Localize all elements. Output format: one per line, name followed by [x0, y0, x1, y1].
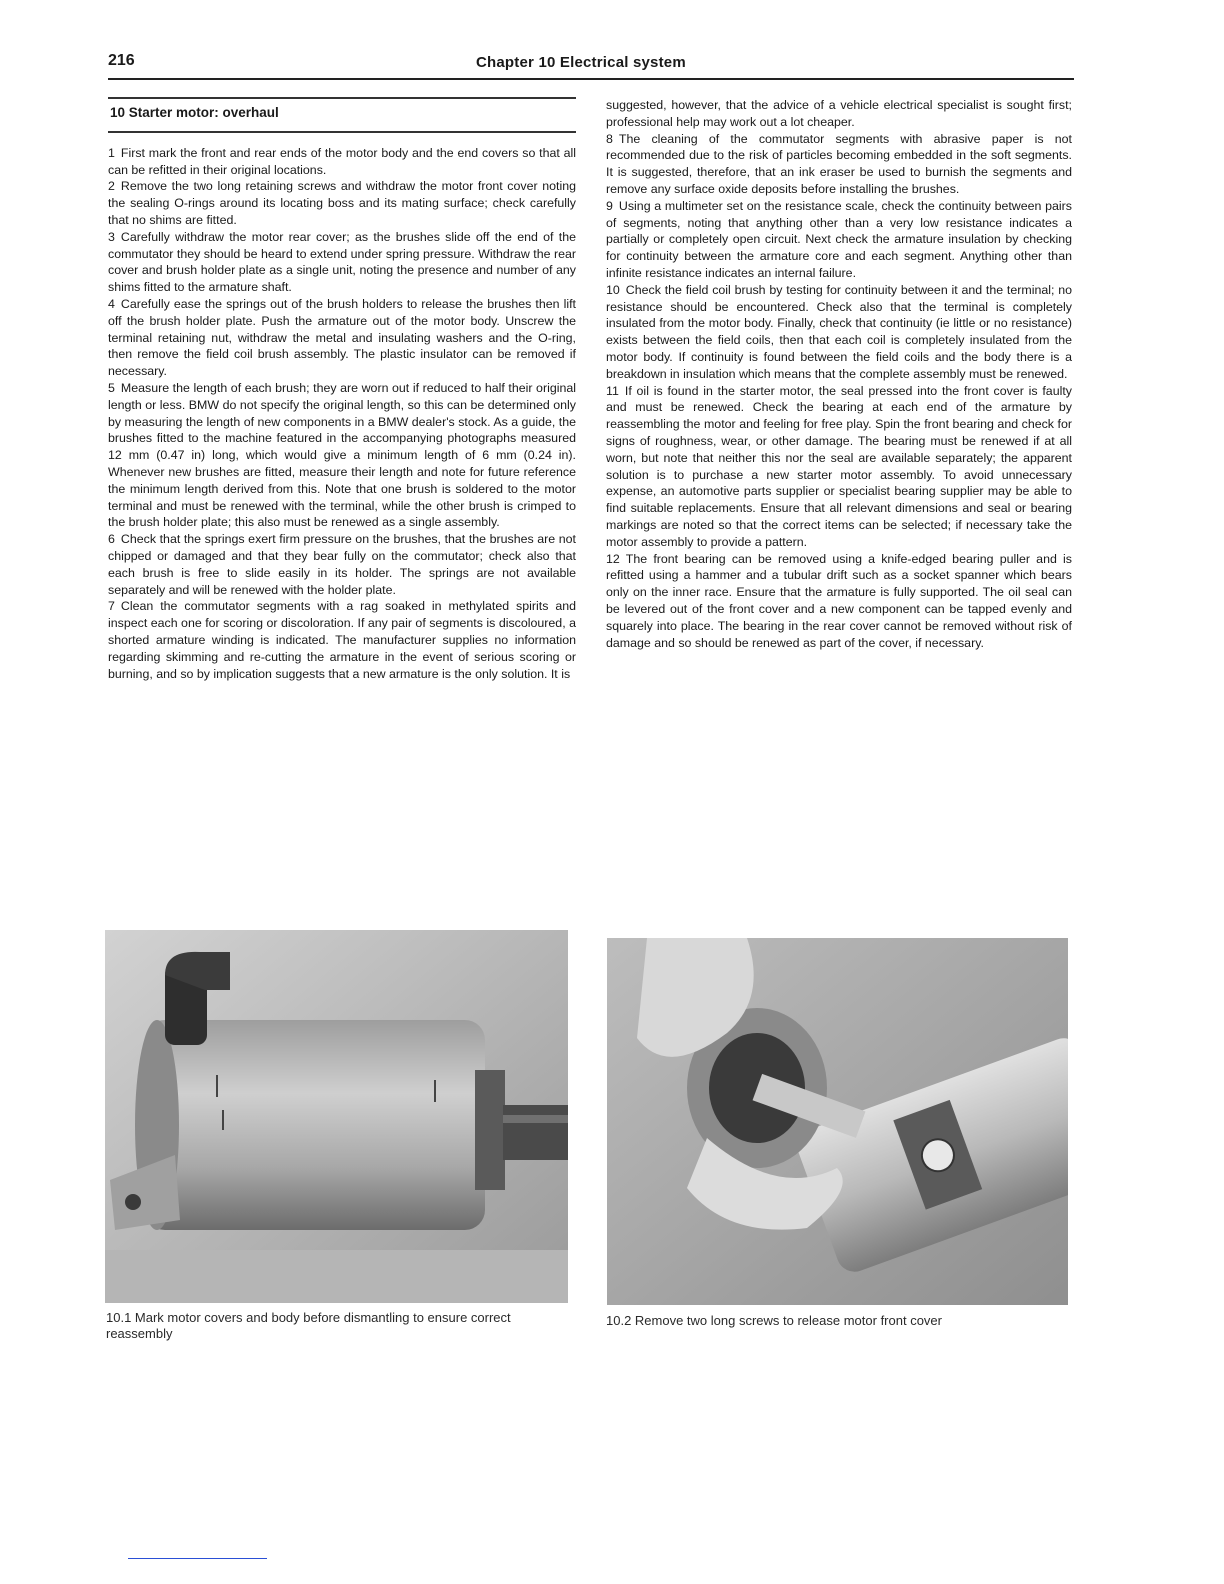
- paragraph-11: [606, 383, 1072, 551]
- figure-front-cover-photo: [607, 938, 1068, 1305]
- caption-figure-10-2: 10.2 Remove two long screws to release motor front cover: [606, 1313, 942, 1328]
- paragraph-number: 10: [606, 282, 620, 297]
- paragraph-continuation: suggested, however, that the advice of a vehicle electrical specialist is sought first; professional help may work out a lot cheaper.: [606, 98, 1072, 129]
- paragraph-text: Clean the commutator segments with a rag soaked in methylated spirits and inspect each one for scoring or discoloration. If any pair of segments is discoloured, a shorted armature winding is indicated. The manufacturer supplies no information regarding skimming and re-cutting the armature in the event of serious scoring or burning, and so by implication suggests that a new armature is the only solution. It is: [108, 599, 576, 681]
- left-column: [108, 97, 576, 682]
- paragraph-number: 11: [606, 383, 619, 398]
- paragraph-9: [606, 198, 1072, 282]
- paragraph-text: Check the field coil brush by testing for continuity between it and the terminal; no resistance should be encountered. Check also that the terminal is completely insulated from the motor body. Finally, check that continuity (ie little or no resistance) exists between the field coils, then that each coil is completely insulated from the motor body. If continuity is found between the field coils and the body there is a breakdown in insulation which means that the complete assembly must be renewed.: [606, 282, 1072, 381]
- paragraph-number: 7: [108, 599, 115, 614]
- paragraph-6: [108, 531, 576, 598]
- header-rule: [108, 78, 1074, 80]
- paragraph-number: 4: [108, 296, 115, 311]
- starter-motor-illustration: [105, 930, 568, 1303]
- paragraph-12: [606, 551, 1072, 652]
- paragraph-number: 1: [108, 145, 115, 160]
- paragraph-text: Measure the length of each brush; they are worn out if reduced to half their original length or less. BMW do not specify the original length, so this can be determined only by measuring the length of new components in a BMW dealer's stock. As a guide, the brushes fitted to the machine featured in the accompanying photographs measured 12 mm (0.47 in) long, which would give a minimum length of 6 mm (0.24 in). Whenever new brushes are fitted, measure their length and note for future reference the minimum length derived from this. Note that one brush is soldered to the motor terminal and must be renewed with the terminal, while the other brush is crimped to the brush holder plate; this also must be renewed as a single assembly.: [108, 380, 576, 530]
- paragraph-text: Remove the two long retaining screws and withdraw the motor front cover noting the sealing O-rings around its locating boss and its mating surface; check carefully that no shims are fitted.: [108, 179, 576, 227]
- paragraph-text: Carefully ease the springs out of the brush holders to release the brushes then lift off the brush holder plate. Push the armature out of the motor body. Unscrew the terminal retaining nut, withdraw the metal and insulating washers and the O-ring, then remove the field coil brush assembly. The plastic insulator can be removed if necessary.: [108, 296, 576, 379]
- paragraph-2: [108, 178, 576, 228]
- paragraph-8: [606, 131, 1072, 198]
- section-heading-box: [108, 97, 576, 133]
- paragraph-1: [108, 145, 576, 179]
- paragraph-text: The cleaning of the commutator segments with abrasive paper is not recommended due to the risk of particles becoming embedded in the soft segments. It is suggested, therefore, that an ink eraser be used to burnish the segments and remove any surface oxide deposits before installing the brushes.: [606, 131, 1072, 196]
- paragraph-4: [108, 296, 576, 380]
- paragraph-number: 6: [108, 532, 115, 547]
- paragraph-text: The front bearing can be removed using a knife-edged bearing puller and is refitted using a hammer and a tubular drift such as a socket spanner which bears only on the inner race. Ensure that the armature is fully supported. The oil seal can be levered out of the front cover and a new component can be tapped evenly and squarely into place. The bearing in the rear cover cannot be removed without risk of damage and so should be renewed as part of the cover, if necessary.: [606, 551, 1072, 650]
- paragraph-number: 3: [108, 229, 115, 244]
- right-column: [606, 97, 1072, 651]
- page-number: 216: [108, 52, 135, 69]
- chapter-title: Chapter 10 Electrical system: [476, 54, 686, 71]
- paragraph-number: 12: [606, 551, 620, 566]
- figure-starter-motor-photo: [105, 930, 568, 1303]
- caption-figure-10-1: 10.1 Mark motor covers and body before dismantling to ensure correct reassembly: [106, 1310, 511, 1341]
- paragraph-3: [108, 229, 576, 296]
- page-header: [108, 52, 1074, 78]
- front-cover-illustration: [607, 938, 1068, 1305]
- paragraph-number: 5: [108, 380, 115, 395]
- paragraph-number: 8: [606, 131, 613, 146]
- footer-line: [128, 1558, 267, 1559]
- section-title: 10 Starter motor: overhaul: [110, 105, 279, 120]
- paragraph-number: 9: [606, 198, 613, 213]
- paragraph-text: Carefully withdraw the motor rear cover; as the brushes slide off the end of the commutator they should be heard to extend under spring pressure. Withdraw the rear cover and brush holder plate as a single unit, noting the presence and number of any shims fitted to the armature shaft.: [108, 229, 576, 295]
- paragraph-text: First mark the front and rear ends of the motor body and the end covers so that all can be refitted in their original locations.: [108, 145, 576, 177]
- paragraph-text: Using a multimeter set on the resistance scale, check the continuity between pairs of segments, noting that anything other than a very low resistance indicates a partially or completely open circuit. Next check the armature insulation by checking for continuity between the armature core and each segment. Anything other than infinite resistance indicates an internal failure.: [606, 198, 1072, 280]
- paragraph-5: [108, 380, 576, 531]
- paragraph-text: If oil is found in the starter motor, the seal pressed into the front cover is faulty and must be renewed. Check the bearing at each end of the armature by reassembling the motor and feeling for free play. Spin the front bearing and check for signs of roughness, wear, or other damage. The bearing must be renewed if at all worn, but note that neither this nor the seal are available separately; the apparent solution is to purchase a new starter motor assembly. To avoid unnecessary expense, an automotive parts supplier or specialist bearing supplier may be able to find suitable replacements. Ensure that all relevant dimensions and seal or bearing markings are noted so that the correct items can be selected; if necessary take the motor assembly to provide a pattern.: [606, 383, 1072, 549]
- paragraph-text: Check that the springs exert firm pressure on the brushes, that the brushes are not chipped or damaged and that they bear fully on the commutator; check also that each brush is free to slide easily in its holder. The springs are not available separately and will be renewed with the holder plate.: [108, 532, 576, 597]
- paragraph-7: [108, 598, 576, 682]
- paragraph-number: 2: [108, 179, 115, 194]
- paragraph-10: [606, 282, 1072, 383]
